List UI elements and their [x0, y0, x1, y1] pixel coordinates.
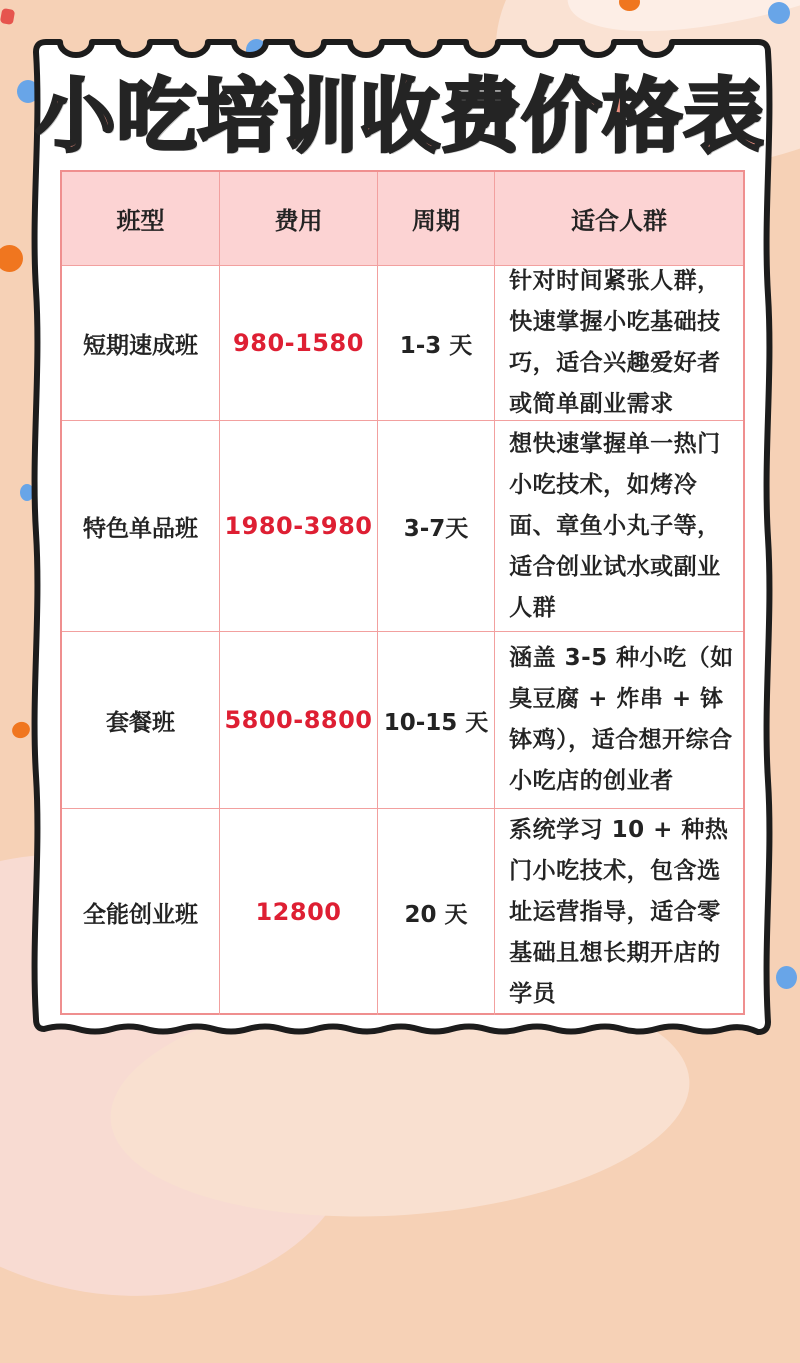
- price-table: [60, 170, 745, 1015]
- row1-audience: 针对时间紧张人群，快速掌握小吃基础技巧，适合兴趣爱好者或简单副业需求: [495, 266, 743, 421]
- header-class-type: 班型: [62, 172, 220, 266]
- decor-dot-blue-top-right: [768, 2, 790, 24]
- decor-dot-red-square: [0, 8, 15, 25]
- poster-title: 小吃培训收费价格表: [35, 70, 765, 163]
- row4-fee: 12800: [220, 809, 378, 1015]
- row2-fee: 1980-3980: [220, 421, 378, 632]
- row1-fee: 980-1580: [220, 266, 378, 421]
- header-duration: 周期: [378, 172, 495, 266]
- row2-duration: 3-7天: [378, 421, 495, 632]
- row3-fee: 5800-8800: [220, 632, 378, 809]
- header-audience: 适合人群: [495, 172, 743, 266]
- row4-audience: 系统学习 10 + 种热门小吃技术，包含选址运营指导，适合零基础且想长期开店的学员: [509, 816, 729, 1007]
- row1-duration: 1-3 天: [378, 266, 495, 421]
- row2-audience: 想快速掌握单一热门小吃技术，如烤冷面、章鱼小丸子等，适合创业试水或副业人群: [495, 421, 743, 632]
- decor-dot-orange-left: [0, 245, 23, 272]
- row2-class-type: 特色单品班: [62, 421, 220, 632]
- row4-duration: 20 天: [378, 809, 495, 1015]
- row3-duration: 10-15 天: [378, 632, 495, 809]
- row3-class-type: 套餐班: [62, 632, 220, 809]
- header-fee: 费用: [220, 172, 378, 266]
- row3-audience: 涵盖 3-5 种小吃（如臭豆腐 + 炸串 + 钵钵鸡），适合想开综合小吃店的创业者: [495, 632, 743, 809]
- row4-class-type: 全能创业班: [62, 809, 220, 1015]
- row1-class-type: 短期速成班: [62, 266, 220, 421]
